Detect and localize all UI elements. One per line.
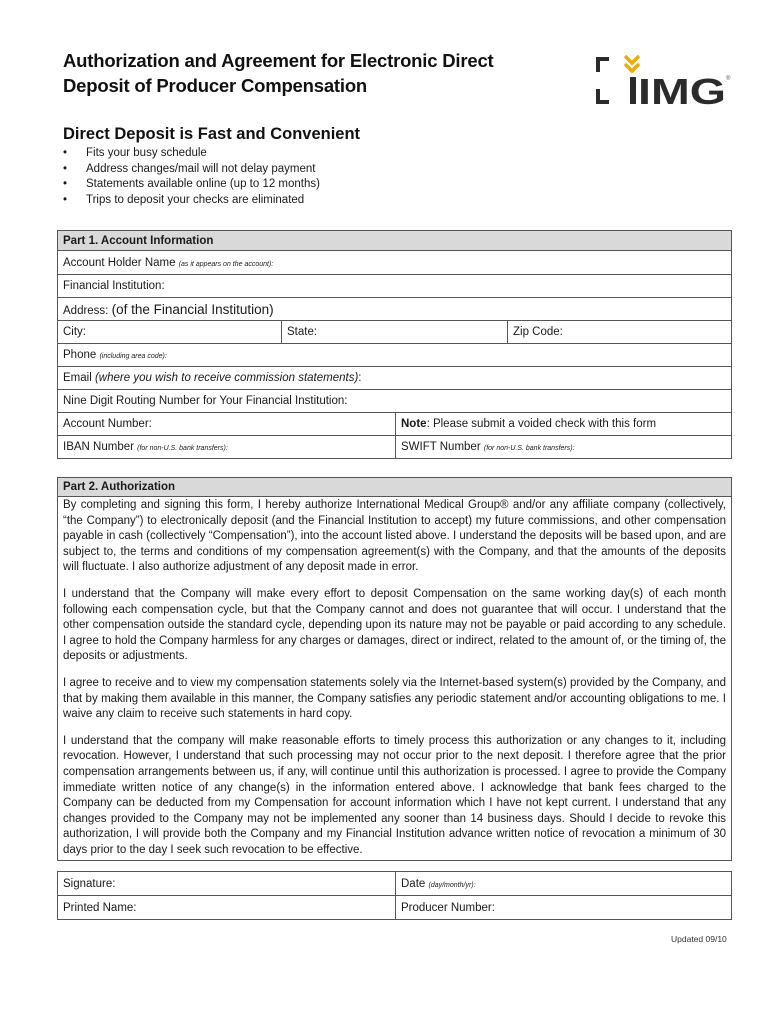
state-field[interactable]: [282, 321, 508, 344]
updated-date: Updated 09/10: [671, 934, 727, 944]
intro-heading: Direct Deposit is Fast and Convenient: [63, 125, 361, 143]
authorization-table: [57, 477, 732, 861]
swift-note: (for non-U.S. bank transfers):: [483, 445, 575, 452]
email-field[interactable]: [58, 367, 732, 390]
account-holder-note: (as it appears on the account):: [178, 260, 274, 268]
account-number-field[interactable]: [58, 413, 396, 436]
swift-field[interactable]: [396, 436, 732, 459]
logo-registered-mark: ®: [726, 76, 731, 82]
producer-number-field[interactable]: [396, 896, 732, 920]
address-field[interactable]: [58, 298, 732, 321]
iban-field[interactable]: [58, 436, 396, 459]
phone-note: (including area code):: [99, 353, 167, 360]
email-label: Email: [63, 372, 92, 384]
routing-number-label: Nine Digit Routing Number for Your Financial Institution:: [63, 395, 348, 407]
authorization-text: [58, 497, 732, 861]
voided-check-note: [396, 413, 732, 436]
phone-label: Phone: [63, 349, 97, 361]
benefits-list: [63, 146, 320, 208]
address-label: Address:: [63, 304, 109, 317]
printed-name-label: Printed Name:: [63, 901, 137, 914]
title-line-1: Authorization and Agreement for Electronic Direct: [63, 50, 494, 71]
list-item: • Trips to deposit your checks are eliminated: [63, 193, 320, 209]
note-text: : Please submit a voided check with this form: [426, 418, 657, 430]
printed-name-field[interactable]: [58, 896, 396, 920]
address-note: (of the Financial Institution): [111, 301, 274, 317]
date-field[interactable]: [396, 872, 732, 896]
zip-field[interactable]: [508, 321, 732, 344]
list-item: • Address changes/mail will not delay payment: [63, 162, 320, 178]
city-label: City:: [63, 326, 86, 338]
city-field[interactable]: [58, 321, 282, 344]
signature-field[interactable]: [58, 872, 396, 896]
signature-table: [57, 871, 732, 920]
part2-header: Part 2. Authorization: [58, 478, 732, 497]
page-title: [63, 48, 563, 98]
producer-number-label: Producer Number:: [401, 901, 495, 914]
authorization-paragraph: I agree to receive and to view my compensation statements solely via the Internet-based system(s) provided by the Company, and that by making them available in this manner, the Company satisfies any periodic statement and/or accounting obligations to me. I waive any claim to receive such statements in hard copy.: [63, 676, 726, 721]
authorization-paragraph: I understand that the Company will make every effort to deposit Compensation on the same working day(s) of each month following each compensation cycle, but that the Company cannot and does not guarantee that will occur. I understand that the other compensation outside the standard cycle, depending upon its nature may not be payable or paid according to any schedule. I agree to hold the Company harmless for any charges or damages, direct or indirect, related to the amount of, or the timing of, the deposits or adjustments.: [63, 587, 726, 663]
iban-note: (for non-U.S. bank transfers):: [137, 445, 228, 452]
logo-bracket-icon: [596, 57, 609, 104]
account-holder-label: Account Holder Name: [63, 256, 176, 269]
account-information-table: [57, 230, 732, 459]
routing-number-field[interactable]: [58, 390, 732, 413]
img-logo: [594, 50, 734, 110]
logo-chevron-icon: [625, 56, 639, 71]
logo-text: IMG: [638, 71, 726, 110]
account-holder-field[interactable]: [58, 251, 732, 275]
zip-label: Zip Code:: [513, 326, 563, 338]
phone-field[interactable]: [58, 344, 732, 367]
part1-header: Part 1. Account Information: [58, 231, 732, 251]
date-label: Date: [401, 877, 426, 890]
email-colon: :: [358, 372, 362, 384]
state-label: State:: [287, 326, 318, 338]
note-label: Note: [401, 418, 427, 430]
iban-label: IBAN Number: [63, 441, 134, 453]
list-item: • Fits your busy schedule: [63, 146, 320, 162]
email-note: (where you wish to receive commission statements): [94, 372, 359, 384]
financial-institution-label: Financial Institution:: [63, 280, 165, 292]
authorization-paragraph: By completing and signing this form, I hereby authorize International Medical Group® and/or any affiliate company (collectively, “the Company”) to electronically deposit (and the Financial Institution to accept) my future commissions, and other compensation payable in cash (collectively “Compensation”), into the account listed above. I understand the deposits will be based upon, and are subject to, the terms and conditions of my compensation agreement(s) with the Company, and that the amounts of the deposits will fluctuate. I also authorize adjustment of any deposit made in error.: [63, 499, 726, 574]
account-number-label: Account Number:: [63, 418, 152, 430]
logo-i-bar: [630, 77, 636, 104]
title-line-2: Deposit of Producer Compensation: [63, 75, 368, 96]
list-item: • Statements available online (up to 12 months): [63, 177, 320, 193]
financial-institution-field[interactable]: [58, 275, 732, 298]
date-note: (day/month/yr):: [428, 881, 476, 889]
signature-label: Signature:: [63, 877, 116, 890]
authorization-paragraph: I understand that the company will make reasonable efforts to timely process this authorization or any changes to it, including revocation. However, I understand that such processing may not occur prior to the next deposit. I therefore agree that the prior compensation arrangements between us, if any, will continue until this authorization is processed. I agree to provide the Company immediate written notice of any change(s) in the information entered above. I acknowledge that bank fees charged to the Company can be deducted from my Compensation for account information which I have not kept current. I understand that any changes provided to the Company may not be implemented any sooner than 14 business days. Should I decide to revoke this authorization, I will provide both the Company and my Financial Institution advance written notice of revocation a minimum of 30 days prior to the day I seek such revocation to be effective.: [63, 734, 726, 856]
swift-label: SWIFT Number: [401, 441, 481, 453]
